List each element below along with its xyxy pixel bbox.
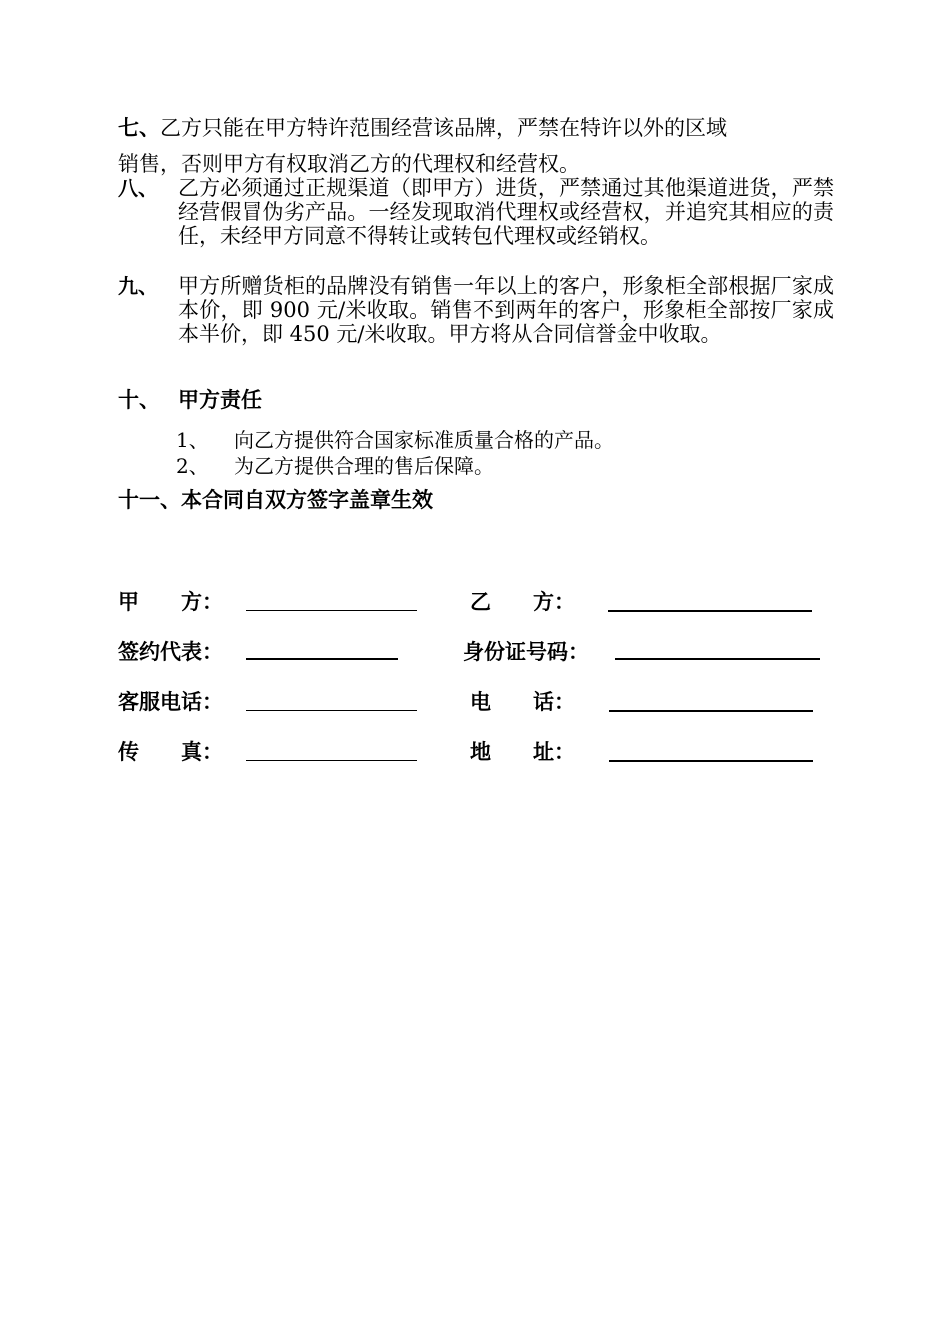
- clause-ten-item-2-num: 2、: [176, 454, 209, 478]
- clause-ten-label: 十、: [118, 388, 160, 412]
- clause-ten-heading: [118, 384, 262, 414]
- party-a-label: 甲 方：: [118, 590, 223, 614]
- service-phone-line[interactable]: [246, 710, 417, 711]
- party-b-line[interactable]: [608, 610, 812, 612]
- clause-ten-title: 甲方责任: [178, 388, 262, 412]
- signing-rep-label: 签约代表：: [118, 640, 223, 664]
- clause-ten-item-2-text: 为乙方提供合理的售后保障。: [234, 454, 494, 478]
- clause-nine-text: 甲方所赠货柜的品牌没有销售一年以上的客户，形象柜全部根据厂家成本价，即 900 元/米收取。销售不到两年的客户，形象柜全部按厂家成本半价，即 450 元/米收取。甲方将从合同信誉金中收取。: [178, 274, 834, 346]
- party-b-label: 乙 方：: [470, 590, 575, 614]
- clause-eight-label: 八、: [118, 176, 158, 200]
- id-number-label: 身份证号码：: [463, 640, 589, 664]
- clause-nine-label: 九、: [118, 274, 158, 298]
- phone-line[interactable]: [609, 710, 813, 712]
- clause-ten-item-2: [176, 450, 494, 479]
- clause-eight-text: 乙方必须通过正规渠道（即甲方）进货，严禁通过其他渠道进货，严禁经营假冒伪劣产品。一经发现取消代理权或经营权，并追究其相应的责任，未经甲方同意不得转让或转包代理权或经销权。: [178, 176, 834, 248]
- clause-seven-text-2: 销售，否则甲方有权取消乙方的代理权和经营权。: [118, 152, 580, 176]
- id-number-line[interactable]: [615, 658, 820, 660]
- clause-nine: [118, 274, 834, 346]
- clause-seven-label: 七、: [118, 116, 160, 140]
- clause-eight: [118, 176, 834, 248]
- clause-seven-text-1: 乙方只能在甲方特许范围经营该品牌，严禁在特许以外的区域: [160, 116, 727, 140]
- clause-seven-line1: [118, 112, 727, 142]
- address-label: 地 址：: [470, 740, 575, 764]
- signing-rep-line[interactable]: [246, 658, 398, 660]
- fax-label: 传 真：: [118, 740, 223, 764]
- clause-ten-item-1-text: 向乙方提供符合国家标准质量合格的产品。: [234, 428, 614, 452]
- service-phone-label: 客服电话：: [118, 690, 223, 714]
- fax-line[interactable]: [246, 760, 417, 761]
- phone-label: 电 话：: [470, 690, 575, 714]
- clause-ten-item-1: [176, 424, 614, 453]
- clause-eleven: 十一、本合同自双方签字盖章生效: [118, 488, 433, 512]
- party-a-line[interactable]: [246, 610, 417, 611]
- address-line[interactable]: [609, 760, 813, 762]
- clause-ten-item-1-num: 1、: [176, 428, 209, 452]
